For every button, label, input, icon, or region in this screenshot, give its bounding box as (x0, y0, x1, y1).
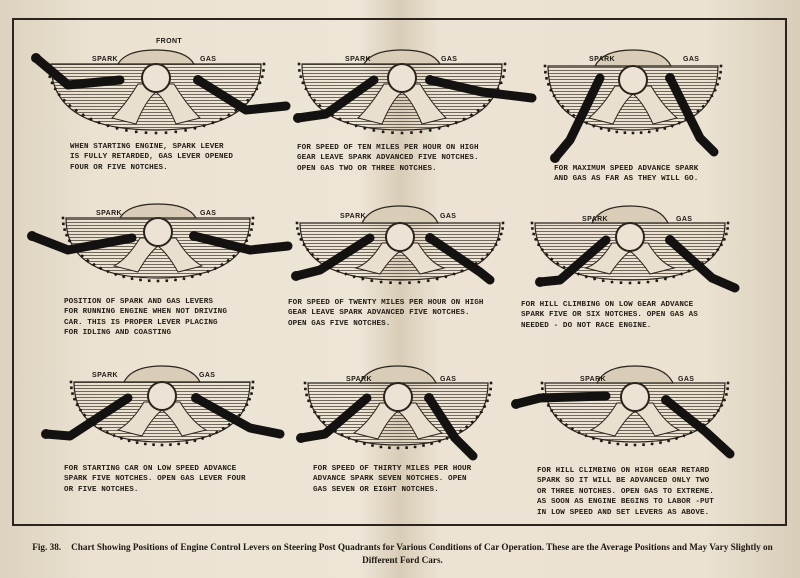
panel-caption: FOR SPEED OF THIRTY MILES PER HOUR ADVANCE SPARK SEVEN NOTCHES. OPEN GAS SEVEN OR EIGHT NOTCHES. (313, 465, 472, 494)
notch-mark (251, 386, 254, 389)
spark-lever-knob (41, 429, 51, 439)
steering-post-hub (621, 383, 649, 411)
notch-mark (719, 71, 722, 74)
notch-mark (602, 279, 605, 282)
quadrant-diagram (28, 200, 293, 290)
quadrant-group (511, 366, 730, 454)
notch-mark (152, 443, 155, 446)
notch-mark (380, 280, 383, 283)
notch-mark (488, 393, 491, 396)
notch-mark (304, 382, 307, 385)
notch-mark (130, 277, 133, 280)
notch-mark (251, 222, 254, 225)
quadrant-cap (362, 206, 438, 223)
notch-mark (727, 382, 730, 385)
quadrant-cap (120, 204, 196, 218)
notch-mark (532, 232, 535, 235)
notch-mark (531, 227, 534, 230)
quadrant-cap (124, 366, 200, 382)
spark-lever-knob (31, 53, 41, 63)
notch-mark (541, 387, 544, 390)
spark-label: SPARK (96, 210, 122, 217)
spark-lever-knob (511, 399, 521, 409)
quadrant-diagram (28, 30, 288, 130)
notch-mark (157, 280, 160, 283)
notch-mark (401, 132, 404, 135)
spark-label: SPARK (345, 56, 371, 63)
notch-mark (263, 63, 266, 66)
notch-mark (718, 77, 721, 80)
notch-mark (646, 280, 649, 283)
notch-mark (655, 129, 658, 132)
quadrant-diagram (290, 30, 550, 130)
notch-mark (634, 444, 637, 447)
notch-mark (382, 130, 385, 133)
gas-label: GAS (200, 56, 217, 63)
notch-mark (148, 279, 151, 282)
notch-mark (503, 69, 506, 72)
notch-mark (135, 130, 138, 133)
panel-caption: FOR MAXIMUM SPEED ADVANCE SPARK AND GAS AS FAR AS THEY WILL GO. (554, 165, 699, 184)
quadrant-group (544, 50, 723, 163)
notch-mark (391, 131, 394, 134)
spark-lever-knob (550, 153, 560, 163)
gas-label: GAS (441, 56, 458, 63)
notch-mark (405, 446, 408, 449)
notch-mark (502, 222, 505, 225)
notch-mark (296, 227, 299, 230)
spark-lever-knob (293, 113, 303, 123)
gas-lever-knob (189, 231, 199, 241)
gas-label: GAS (200, 210, 217, 217)
notch-mark (417, 280, 420, 283)
quadrant-diagram (530, 200, 780, 300)
notch-mark (642, 443, 645, 446)
notch-mark (252, 217, 255, 220)
quadrant-diagram (40, 360, 290, 460)
quadrant-diagram (290, 200, 550, 300)
quadrant-panel-twenty-mph (290, 200, 550, 300)
spark-label: SPARK (340, 213, 366, 220)
notch-mark (490, 382, 493, 385)
gas-label: GAS (199, 372, 216, 379)
notch-mark (145, 131, 148, 134)
notch-mark (500, 232, 503, 235)
steering-post-hub (142, 64, 170, 92)
quadrant-group (41, 366, 280, 446)
notch-mark (262, 69, 265, 72)
notch-mark (501, 227, 504, 230)
notch-mark (545, 77, 548, 80)
notch-mark (427, 279, 430, 282)
notch-mark (296, 222, 299, 225)
gas-lever-knob (191, 393, 201, 403)
steering-post-hub (616, 223, 644, 251)
front-label: FRONT (156, 38, 183, 45)
notch-mark (410, 131, 413, 134)
notch-mark (250, 392, 253, 395)
panel-caption: FOR SPEED OF TWENTY MILES PER HOUR ON HIGH GEAR LEAVE SPARK ADVANCED FIVE NOTCHES. OPEN GAS FIVE NOTCHES. (288, 299, 484, 328)
notch-mark (610, 280, 613, 283)
notch-mark (544, 65, 547, 68)
quadrant-group (296, 366, 492, 456)
notch-mark (607, 129, 610, 132)
spark-lever-knob (27, 231, 37, 241)
notch-mark (185, 441, 188, 444)
spark-lever-knob (296, 433, 306, 443)
gas-label: GAS (683, 56, 700, 63)
panel-caption: FOR STARTING CAR ON LOW SPEED ADVANCE SPARK FIVE NOTCHES. OPEN GAS LEVER FOUR OR FIVE NOTCHES. (64, 465, 246, 494)
notch-mark (422, 444, 425, 447)
steering-post-hub (144, 218, 172, 246)
notch-mark (615, 130, 618, 133)
notch-mark (726, 227, 729, 230)
notch-mark (62, 222, 65, 225)
notch-mark (648, 130, 651, 133)
quadrant-panel-starting-engine (28, 30, 288, 130)
gas-lever-knob (424, 393, 434, 403)
notch-mark (261, 75, 264, 78)
notch-mark (388, 446, 391, 449)
notch-mark (182, 277, 185, 280)
steering-post-hub (386, 223, 414, 251)
panel-caption: FOR SPEED OF TEN MILES PER HOUR ON HIGH GEAR LEAVE SPARK ADVANCED FIVE NOTCHES. OPEN GAS TWO OR THREE NOTCHES. (297, 144, 479, 173)
notch-mark (370, 279, 373, 282)
spark-label: SPARK (92, 372, 118, 379)
quadrant-cap (597, 366, 673, 383)
spark-lever-knob (535, 277, 545, 287)
notch-mark (71, 392, 74, 395)
gas-label: GAS (678, 376, 695, 383)
notch-mark (489, 388, 492, 391)
gas-lever-knob (661, 395, 671, 405)
notch-mark (161, 444, 164, 447)
notch-mark (725, 393, 728, 396)
notch-mark (252, 381, 255, 384)
notch-mark (414, 445, 417, 448)
steering-post-hub (388, 64, 416, 92)
notch-mark (655, 279, 658, 282)
quadrant-group (291, 206, 504, 284)
notch-mark (165, 131, 168, 134)
spark-label: SPARK (580, 376, 606, 383)
quadrant-group (27, 204, 288, 282)
figure-caption-text: Chart Showing Positions of Engine Control Levers on Steering Post Quadrants for Various Conditions of Car Operation. These are the Average Positions and May Vary Slightly on Different Ford Cars. (71, 542, 773, 565)
spark-label: SPARK (582, 216, 608, 223)
gas-lever-knob (665, 73, 675, 83)
notch-mark (638, 281, 641, 284)
notch-mark (174, 130, 177, 133)
notch-mark (305, 393, 308, 396)
notch-mark (504, 63, 507, 66)
gas-label: GAS (676, 216, 693, 223)
notch-mark (727, 222, 730, 225)
spark-lever-knob (291, 271, 301, 281)
notch-mark (408, 281, 411, 284)
notch-mark (544, 71, 547, 74)
notch-mark (608, 441, 611, 444)
notch-mark (299, 75, 302, 78)
figure-caption (30, 541, 775, 566)
gas-lever-knob (425, 75, 435, 85)
notch-mark (165, 279, 168, 282)
quadrant-group (531, 206, 735, 288)
notch-mark (389, 281, 392, 284)
notch-mark (651, 442, 654, 445)
notch-mark (169, 443, 172, 446)
quadrant-group (293, 50, 532, 134)
notch-mark (304, 388, 307, 391)
quadrant-cap (118, 50, 194, 64)
notch-mark (371, 444, 374, 447)
notch-mark (155, 132, 158, 135)
quadrant-group (31, 50, 286, 134)
quadrant-panel-starting-car (40, 360, 290, 460)
figure-number: Fig. 38. (32, 542, 62, 552)
quadrant-diagram (295, 360, 530, 460)
panel-caption: POSITION OF SPARK AND GAS LEVERS FOR RUNNING ENGINE WHEN NOT DRIVING CAR. THIS IS PROPER LEVER PLACING FOR IDLING AND COASTING (64, 298, 227, 338)
notch-mark (250, 228, 253, 231)
notch-mark (640, 131, 643, 134)
quadrant-panel-hill-low-gear (530, 200, 780, 300)
spark-label: SPARK (589, 56, 615, 63)
notch-mark (623, 131, 626, 134)
notch-mark (726, 387, 729, 390)
steering-post-hub (148, 382, 176, 410)
panel-caption: FOR HILL CLIMBING ON HIGH GEAR RETARD SPARK SO IT WILL BE ADVANCED ONLY TWO OR THREE NOTCHES. OPEN GAS TO EXTREME. AS SOON AS ENGINE BEGINS TO LABOR -PUT IN LOW SPEED AND SET LEVERS AS ABOVE. (537, 467, 714, 517)
gas-lever-knob (425, 233, 435, 243)
spark-label: SPARK (346, 376, 372, 383)
panel-caption: WHEN STARTING ENGINE, SPARK LEVER IS FULLY RETARDED, GAS LEVER OPENED FOUR OR FIVE NOTCHES. (70, 143, 233, 172)
gas-lever-knob (193, 75, 203, 85)
quadrant-cap (364, 50, 440, 64)
gas-label: GAS (440, 376, 457, 383)
notch-mark (70, 381, 73, 384)
notch-mark (298, 69, 301, 72)
notch-mark (399, 282, 402, 285)
notch-mark (297, 232, 300, 235)
notch-mark (620, 281, 623, 284)
quadrant-panel-maximum-speed (540, 30, 780, 160)
spark-label: SPARK (92, 56, 118, 63)
notch-mark (502, 75, 505, 78)
quadrant-panel-thirty-mph (295, 360, 530, 460)
notch-mark (629, 282, 632, 285)
quadrant-panel-idling (28, 200, 293, 290)
quadrant-panel-ten-mph (290, 30, 550, 130)
notch-mark (177, 442, 180, 445)
notch-mark (70, 386, 73, 389)
steering-post-hub (619, 66, 647, 94)
quadrant-diagram (540, 30, 780, 160)
notch-mark (725, 232, 728, 235)
notch-mark (139, 278, 142, 281)
quadrant-diagram (510, 360, 780, 460)
notch-mark (144, 442, 147, 445)
notch-mark (135, 441, 138, 444)
panel-caption: FOR HILL CLIMBING ON LOW GEAR ADVANCE SPARK FIVE OR SIX NOTCHES. OPEN GAS AS NEEDED - DO NOT RACE ENGINE. (521, 301, 698, 330)
notch-mark (63, 228, 66, 231)
notch-mark (62, 217, 65, 220)
notch-mark (419, 130, 422, 133)
notch-mark (397, 447, 400, 450)
notch-mark (174, 278, 177, 281)
gas-label: GAS (440, 213, 457, 220)
notch-mark (720, 65, 723, 68)
notch-mark (298, 63, 301, 66)
gas-lever-knob (665, 235, 675, 245)
steering-post-hub (384, 383, 412, 411)
notch-mark (531, 222, 534, 225)
quadrant-panel-hill-high-gear (510, 360, 780, 460)
notch-mark (659, 441, 662, 444)
notch-mark (616, 442, 619, 445)
notch-mark (625, 443, 628, 446)
notch-mark (632, 132, 635, 135)
notch-mark (379, 445, 382, 448)
notch-mark (541, 382, 544, 385)
